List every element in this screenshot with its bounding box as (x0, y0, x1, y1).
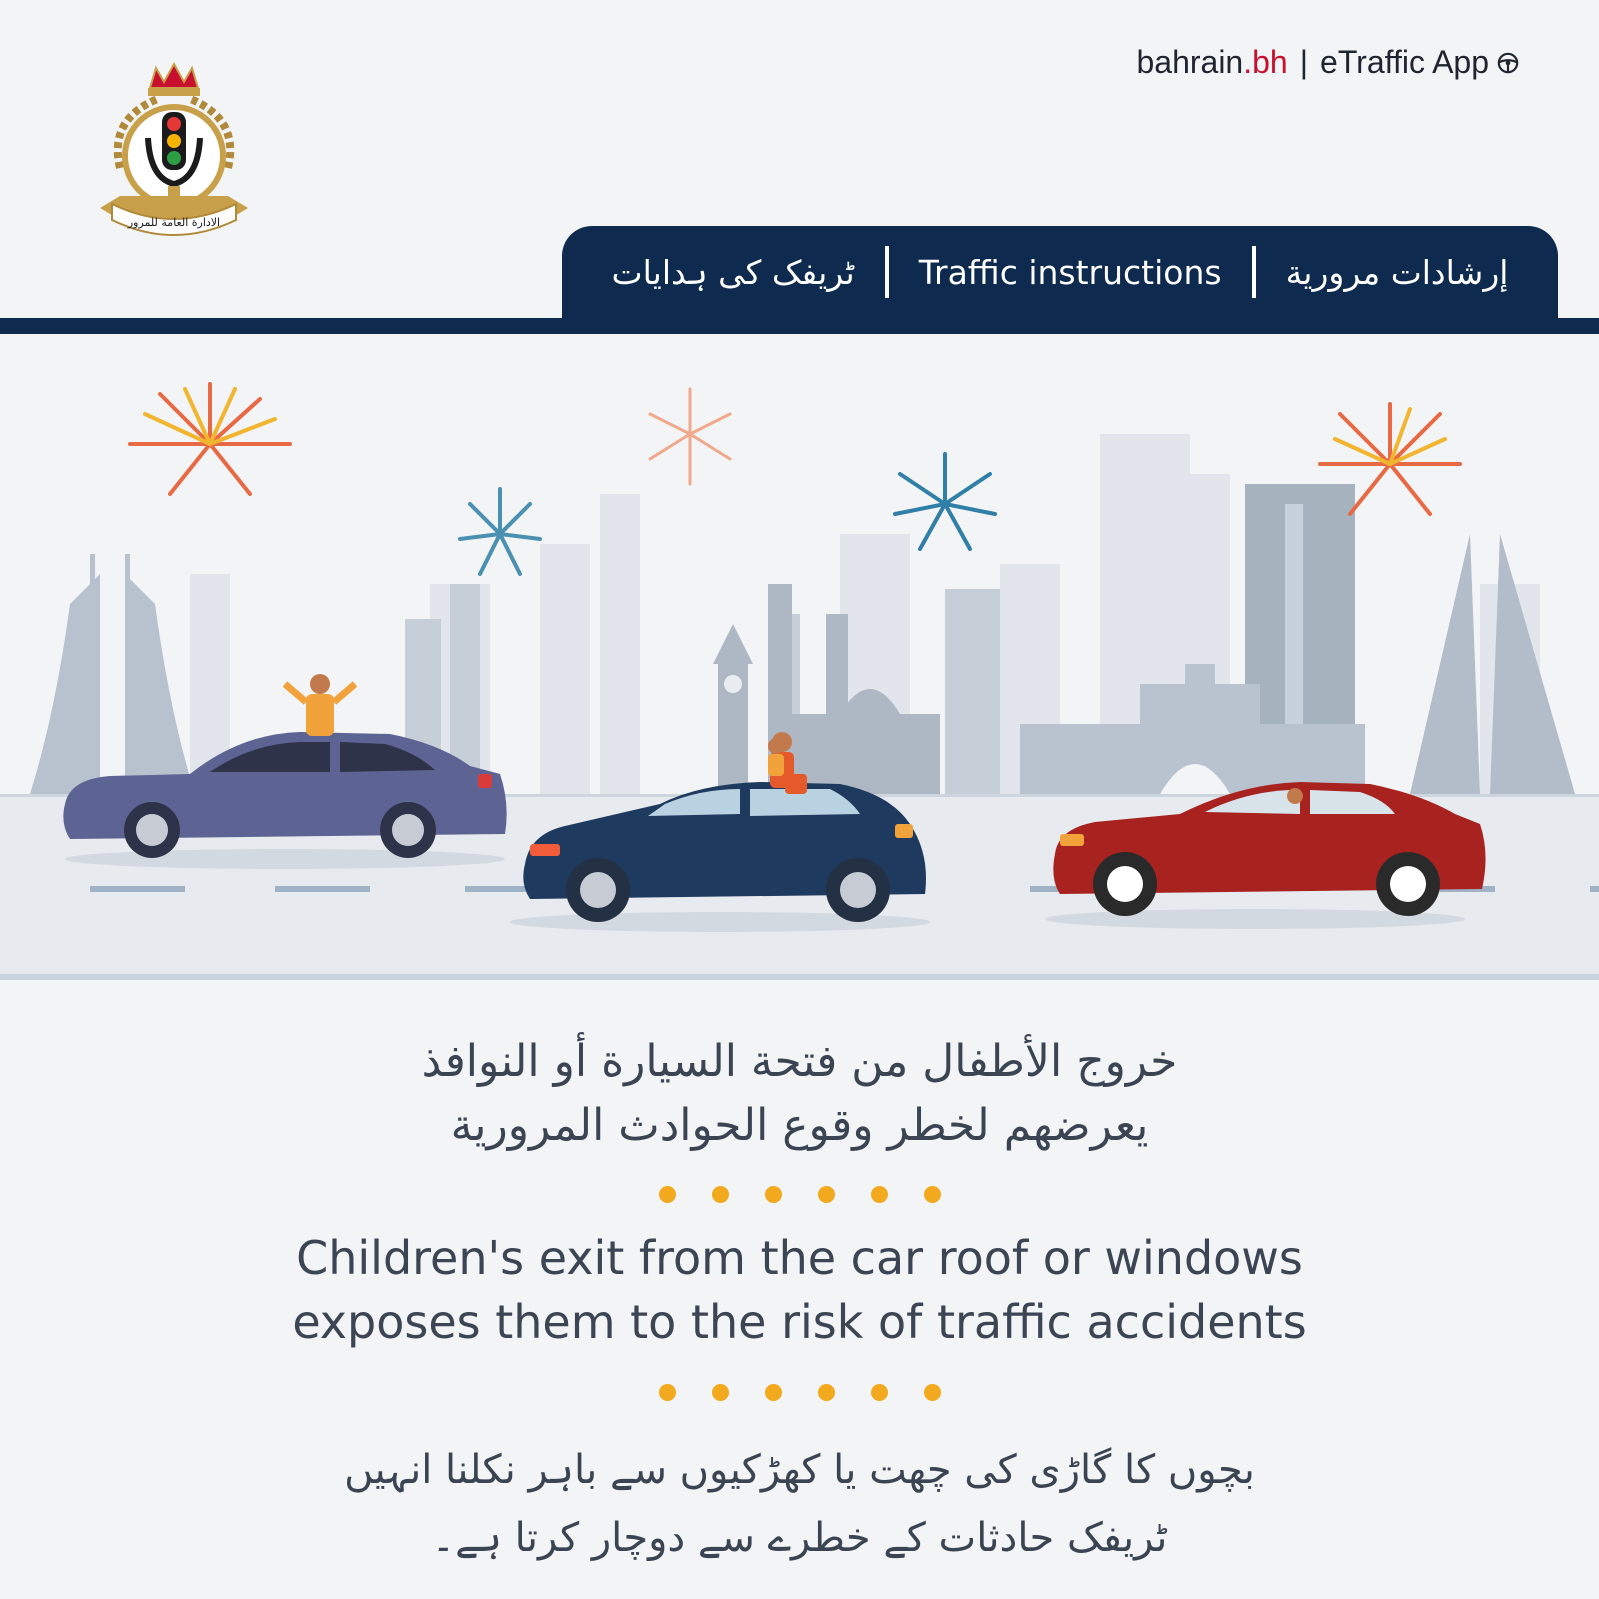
message-english-line: exposes them to the risk of traffic accidents (292, 1295, 1307, 1349)
road-edge (0, 974, 1599, 980)
message-english (0, 1226, 1599, 1354)
message-english-line: Children's exit from the car roof or windows (296, 1231, 1303, 1285)
twin-towers (30, 554, 195, 794)
message-urdu (0, 1436, 1599, 1572)
title-arabic: إرشادات مرورية (1285, 252, 1509, 292)
dot-separator (0, 1186, 1599, 1203)
traffic-directorate-logo (90, 58, 258, 248)
brand-header (1136, 44, 1519, 81)
brand-separator: | (1299, 44, 1309, 80)
message-arabic (0, 1030, 1599, 1158)
title-english: Traffic instructions (918, 252, 1222, 292)
app-name: eTraffic App (1320, 44, 1489, 80)
message-arabic-line: خروج الأطفال من فتحة السيارة أو النوافذ (421, 1036, 1178, 1087)
title-bar (0, 318, 1599, 334)
message-urdu-line: ٹریفک حادثات کے خطرے سے دوچار کرتا ہے۔ (431, 1515, 1168, 1561)
title-urdu: ٹریفک کی ہدایات (611, 252, 855, 292)
message-arabic-line: يعرضهم لخطر وقوع الحوادث المرورية (450, 1100, 1149, 1151)
dot-separator (0, 1384, 1599, 1401)
steering-wheel-icon (1497, 52, 1519, 74)
celebration-street-illustration (0, 334, 1599, 984)
brand-name: bahrain.bh (1136, 44, 1288, 80)
title-tab (562, 226, 1558, 318)
logo-caption: الادارة العامة للمرور (127, 216, 221, 229)
message-urdu-line: بچوں کا گاڑی کی چھت یا کھڑکیوں سے باہر نکلنا انہیں (344, 1447, 1255, 1493)
